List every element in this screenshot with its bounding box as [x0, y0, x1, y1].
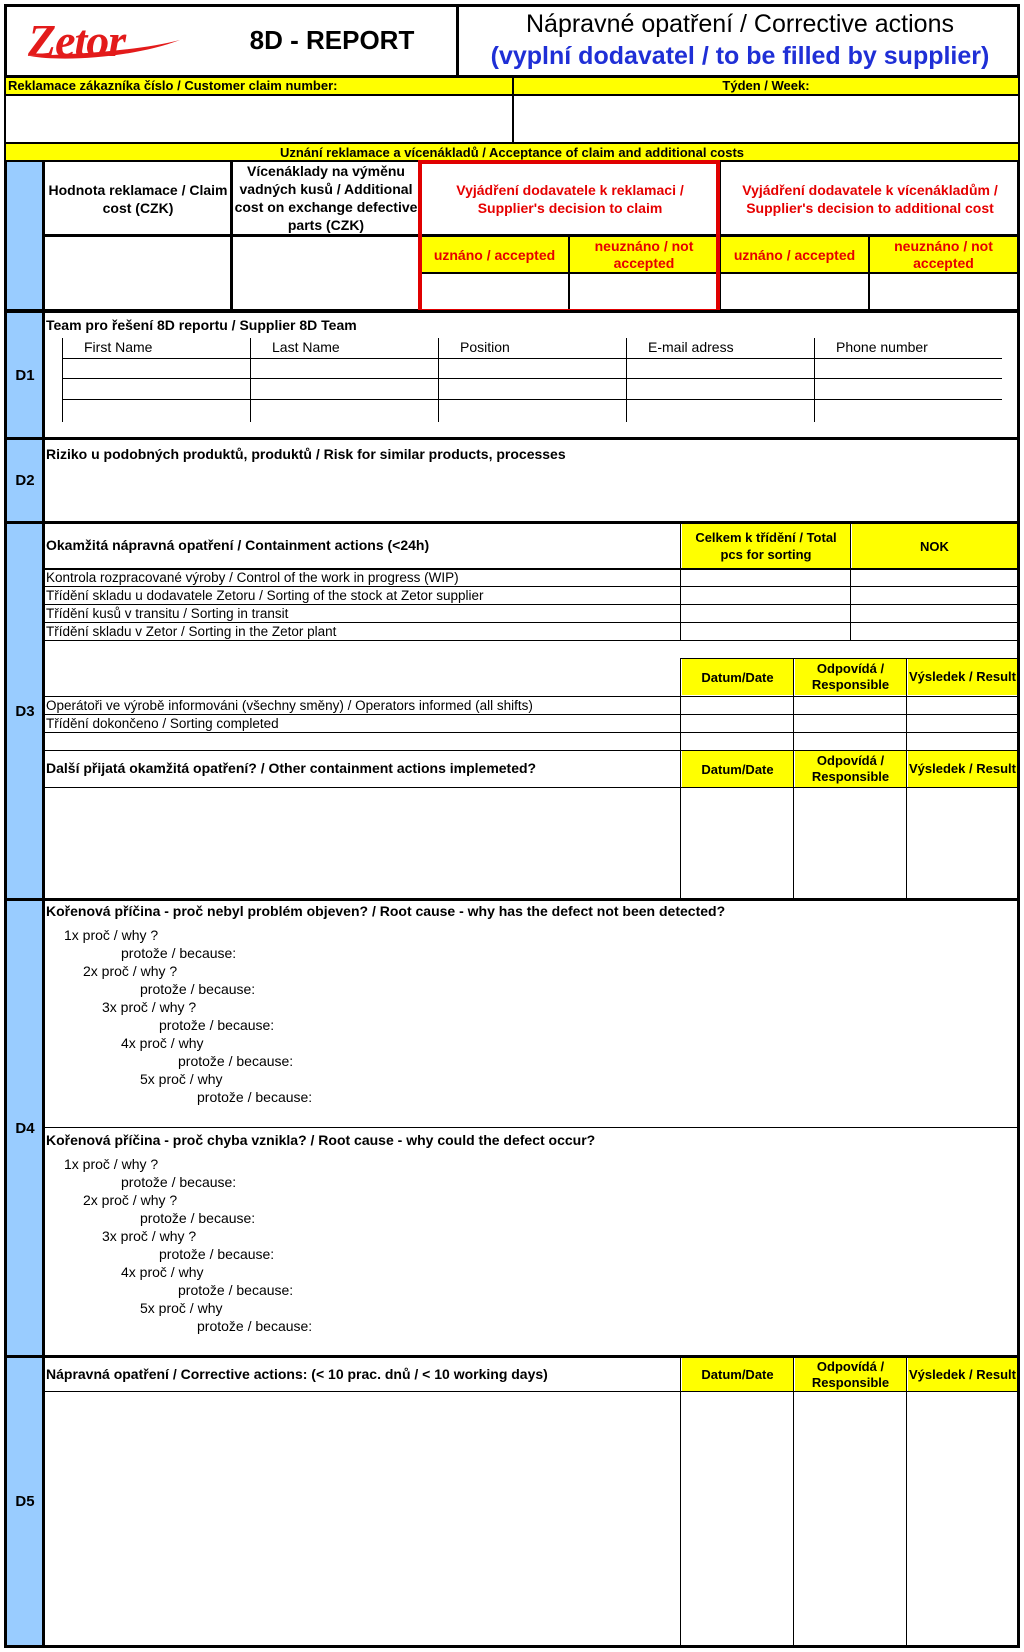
d3-total-pcs-field[interactable]	[682, 570, 849, 640]
d3-sorting-row-label: Třídění skladu u dodavatele Zetoru / Sorting of the stock at Zetor supplier	[46, 588, 484, 603]
d1-title: Team pro řešení 8D reportu / Supplier 8D Team	[46, 317, 357, 333]
claim-cost-label: Hodnota reklamace / Claim cost (CZK)	[48, 182, 228, 216]
d3-info-row-label: Třídění dokončeno / Sorting completed	[46, 716, 279, 731]
d1-col-first-name: First Name	[84, 339, 153, 355]
acceptance-banner: Uznání reklamace a vícenákladů / Acceptance of claim and additional costs	[4, 144, 1020, 162]
d1-col-phone: Phone number	[836, 339, 928, 355]
d5-date-label: Datum/Date	[682, 1358, 793, 1391]
d3-other-result-label: Výsledek / Result	[908, 751, 1017, 787]
d4-occur-title: Kořenová příčina - proč chyba vznikla? / Root cause - why could the defect occur?	[46, 1132, 596, 1148]
d3-nok-label: NOK	[852, 524, 1017, 568]
cost-not-accepted-header: neuznáno / not accepted	[870, 237, 1017, 272]
d2-risk-field[interactable]	[45, 466, 1017, 521]
d3-other-actions-field[interactable]	[45, 789, 680, 898]
d3-date-label: Datum/Date	[682, 659, 793, 695]
d4-because-label[interactable]: protože / because:	[178, 1053, 294, 1069]
d3-other-responsible-field[interactable]	[794, 789, 906, 898]
d3-other-result-field[interactable]	[907, 789, 1017, 898]
d1-col-email: E-mail adress	[648, 339, 734, 355]
d3-other-actions-title: Další přijatá okamžitá opatření? / Other containment actions implemeted?	[46, 760, 537, 776]
d2-code: D2	[7, 440, 43, 521]
supplier-decision-cost: Vyjádření dodavatele k vícenákladům / Supplier's decision to additional cost	[742, 182, 998, 216]
d3-result-label: Výsledek / Result	[908, 659, 1017, 695]
d1-code: D1	[7, 313, 43, 437]
d3-sorting-row-label: Třídění skladu v Zetor / Sorting in the Zetor plant	[46, 624, 337, 639]
d1-col-position: Position	[460, 339, 510, 355]
d3-sorting-row-label: Třídění kusů v transitu / Sorting in transit	[46, 606, 289, 621]
d5-code: D5	[7, 1358, 43, 1645]
d4-why-label: 5x proč / why	[140, 1300, 223, 1316]
d3-other-date-field[interactable]	[681, 789, 793, 898]
d4-because-label[interactable]: protože / because:	[159, 1246, 275, 1262]
d4-because-label[interactable]: protože / because:	[178, 1282, 294, 1298]
d4-why-label: 4x proč / why	[121, 1264, 204, 1280]
d4-why-label: 3x proč / why ?	[102, 999, 197, 1015]
acceptance-side	[7, 162, 43, 309]
zetor-logo	[22, 12, 182, 68]
report-title: 8D - REPORT	[249, 24, 415, 55]
d5-title: Nápravná opatření / Corrective actions: (< 10 prac. dnů / < 10 working days)	[46, 1366, 548, 1382]
d4-why-label: 4x proč / why	[121, 1035, 204, 1051]
d2-title: Riziko u podobných produktů, produktů / Risk for similar products, processes	[46, 446, 566, 462]
d5-actions-field[interactable]	[45, 1393, 680, 1645]
d4-why-label: 5x proč / why	[140, 1071, 223, 1087]
d3-other-responsible-label: Odpovídá / Responsible	[795, 751, 906, 787]
d3-info-result-field[interactable]	[907, 697, 1017, 732]
cost-not-accepted-field[interactable]	[870, 274, 1018, 309]
d4-why-label: 1x proč / why ?	[64, 927, 159, 943]
d3-other-date-label: Datum/Date	[682, 751, 793, 787]
d5-date-field[interactable]	[681, 1393, 793, 1645]
claim-decision-highlight	[418, 160, 720, 313]
d3-info-date-field[interactable]	[681, 697, 793, 732]
additional-cost-field[interactable]	[234, 238, 418, 309]
d3-info-row-label: Operátoři ve výrobě informováni (všechny směny) / Operators informed (all shifts)	[46, 698, 533, 713]
d4-not-detected-title: Kořenová příčina - proč nebyl problém objeven? / Root cause - why has the defect not been detected?	[46, 903, 726, 919]
d4-why-label: 1x proč / why ?	[64, 1156, 159, 1172]
d5-responsible-field[interactable]	[794, 1393, 906, 1645]
additional-cost-label: Vícenáklady na výměnu vadných kusů / Additional cost on exchange defective parts (CZK)	[234, 163, 418, 233]
d5-result-field[interactable]	[907, 1393, 1017, 1645]
week-field[interactable]	[512, 96, 1020, 144]
d3-containment-title: Okamžitá nápravná opatření / Containment actions (<24h)	[46, 537, 430, 553]
d4-because-label[interactable]: protože / because:	[121, 945, 237, 961]
zetor-logo-text: Zetor	[28, 15, 126, 66]
d4-because-label[interactable]: protože / because:	[159, 1017, 275, 1033]
d1-team-row[interactable]	[63, 379, 1002, 399]
d4-why-label: 2x proč / why ?	[83, 963, 178, 979]
claim-number-field[interactable]	[4, 96, 514, 144]
d1-col-last-name: Last Name	[272, 339, 340, 355]
d3-total-pcs-label: Celkem k třídění / Total pcs for sorting	[682, 524, 850, 568]
d4-because-label[interactable]: protože / because:	[197, 1089, 313, 1105]
supplier-decision-claim: Vyjádření dodavatele k reklamaci / Supplier's decision to claim	[456, 182, 684, 216]
d3-code: D3	[7, 524, 43, 898]
claim-number-label: Reklamace zákazníka číslo / Customer claim number:	[8, 78, 338, 93]
week-label: Týden / Week:	[722, 78, 810, 93]
cost-accepted-field[interactable]	[722, 274, 868, 309]
d4-code: D4	[7, 901, 43, 1355]
claim-cost-field[interactable]	[46, 238, 230, 309]
d3-responsible-label: Odpovídá / Responsible	[795, 659, 906, 695]
supplier-fill-note: (vyplní dodavatel / to be filled by supplier)	[490, 41, 990, 70]
d3-nok-field[interactable]	[852, 570, 1017, 640]
d4-because-label[interactable]: protože / because:	[197, 1318, 313, 1334]
d5-responsible-label: Odpovídá / Responsible	[795, 1358, 906, 1391]
d3-info-responsible-field[interactable]	[794, 697, 906, 732]
d4-because-label[interactable]: protože / because:	[140, 1210, 256, 1226]
claim-not-accepted-header: neuznáno / not accepted	[570, 237, 718, 272]
claim-accepted-header: uznáno / accepted	[421, 237, 568, 272]
d4-why-label: 3x proč / why ?	[102, 1228, 197, 1244]
d4-why-label: 2x proč / why ?	[83, 1192, 178, 1208]
d1-team-row[interactable]	[63, 400, 1002, 421]
d1-team-row[interactable]	[63, 359, 1002, 378]
d5-result-label: Výsledek / Result	[908, 1358, 1017, 1391]
d4-because-label[interactable]: protože / because:	[121, 1174, 237, 1190]
d4-because-label[interactable]: protože / because:	[140, 981, 256, 997]
corrective-actions-title: Nápravné opatření / Corrective actions	[526, 9, 954, 38]
cost-accepted-header: uznáno / accepted	[721, 237, 868, 272]
d3-sorting-row-label: Kontrola rozpracované výroby / Control of the work in progress (WIP)	[46, 570, 459, 585]
